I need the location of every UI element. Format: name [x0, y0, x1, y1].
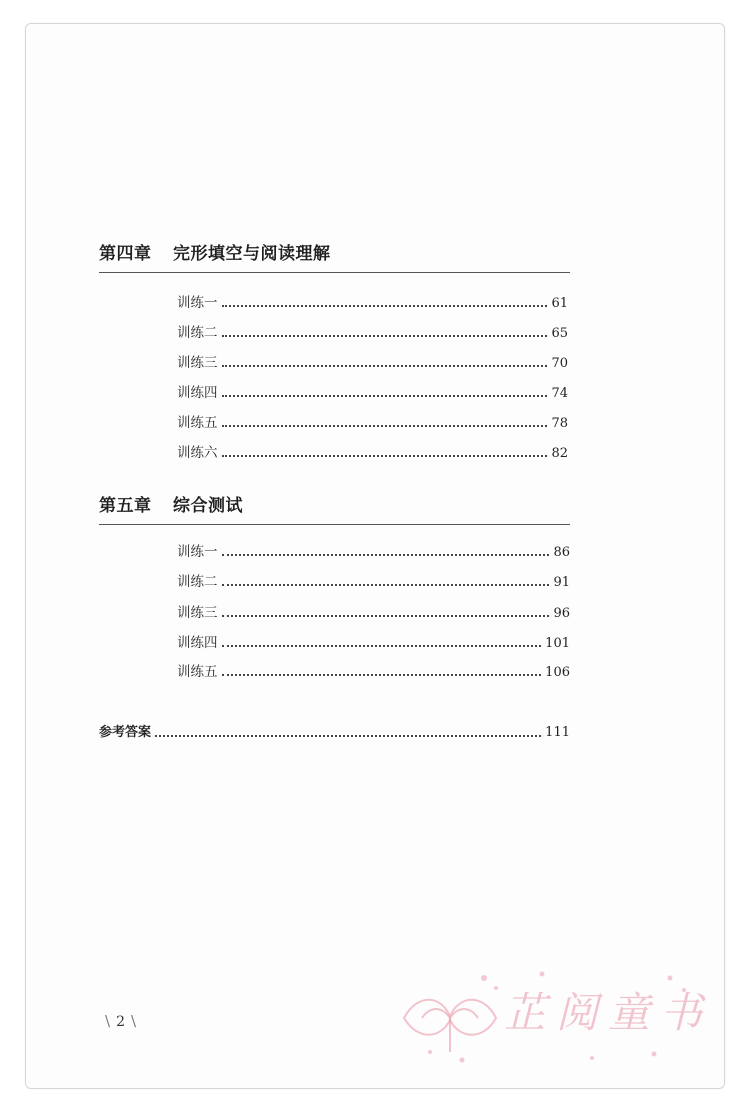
dot-leader — [222, 425, 548, 427]
toc-entry[interactable] — [177, 353, 568, 373]
toc-entry-label: 训练四 — [177, 635, 218, 651]
chapter-heading — [99, 492, 570, 525]
watermark-text: 芷阅童书 — [504, 988, 713, 1037]
chapter-number: 第五章 — [99, 496, 152, 516]
toc-entry[interactable] — [177, 443, 568, 463]
toc-entry-page: 96 — [553, 606, 570, 621]
toc-entry[interactable] — [177, 572, 570, 592]
toc-entry-page: 82 — [551, 446, 568, 461]
dot-leader — [222, 674, 542, 676]
toc-entry-label: 训练三 — [177, 605, 218, 621]
dot-leader — [155, 735, 541, 737]
toc-entry[interactable] — [177, 293, 568, 313]
toc-entry-page: 86 — [553, 545, 570, 560]
dot-leader — [222, 395, 548, 397]
footer-slash-left: \ — [105, 1012, 111, 1030]
answers-page: 111 — [545, 725, 570, 740]
chapter-title: 完形填空与阅读理解 — [173, 244, 331, 264]
footer-slash-right: \ — [130, 1012, 137, 1030]
toc-entry-page: 61 — [551, 296, 568, 311]
toc-entry-label: 训练一 — [177, 544, 218, 560]
toc-entry[interactable] — [177, 323, 568, 343]
answers-label: 参考答案 — [99, 725, 152, 740]
dot-leader — [222, 455, 548, 457]
toc-entry-page: 101 — [545, 636, 570, 651]
toc-entry[interactable] — [177, 662, 570, 682]
dot-leader — [222, 305, 548, 307]
dot-leader — [222, 584, 550, 586]
chapter-heading — [99, 240, 570, 273]
toc-entry-label: 训练二 — [177, 574, 218, 590]
dot-leader — [222, 554, 550, 556]
dot-leader — [222, 335, 548, 337]
toc-entry-label: 训练二 — [177, 325, 218, 341]
toc-entry-page: 91 — [553, 575, 570, 590]
toc-entry[interactable] — [177, 542, 570, 562]
dot-leader — [222, 645, 542, 647]
toc-entry-label: 训练三 — [177, 355, 218, 371]
toc-entry-page: 78 — [551, 416, 568, 431]
toc-entry-label: 训练六 — [177, 445, 218, 461]
toc-entry-page: 106 — [545, 665, 570, 680]
toc-entry-label: 训练五 — [177, 664, 218, 680]
toc-entry-label: 训练四 — [177, 385, 218, 401]
page-number: 2 — [116, 1014, 125, 1030]
toc-entry-page: 70 — [551, 356, 568, 371]
toc-entry-page: 74 — [551, 386, 568, 401]
toc-entry-label: 训练一 — [177, 295, 218, 311]
answers-entry[interactable] — [99, 723, 570, 743]
toc-entry[interactable] — [177, 633, 570, 653]
dot-leader — [222, 365, 548, 367]
watermark — [392, 966, 712, 1066]
dot-leader — [222, 615, 550, 617]
toc-entry[interactable] — [177, 603, 570, 623]
chapter-title: 综合测试 — [173, 496, 243, 516]
toc-entry-label: 训练五 — [177, 415, 218, 431]
toc-entry-page: 65 — [551, 326, 568, 341]
chapter-number: 第四章 — [99, 244, 152, 264]
toc-entry[interactable] — [177, 383, 568, 403]
toc-entry[interactable] — [177, 413, 568, 433]
footer-page-number — [99, 1012, 142, 1030]
